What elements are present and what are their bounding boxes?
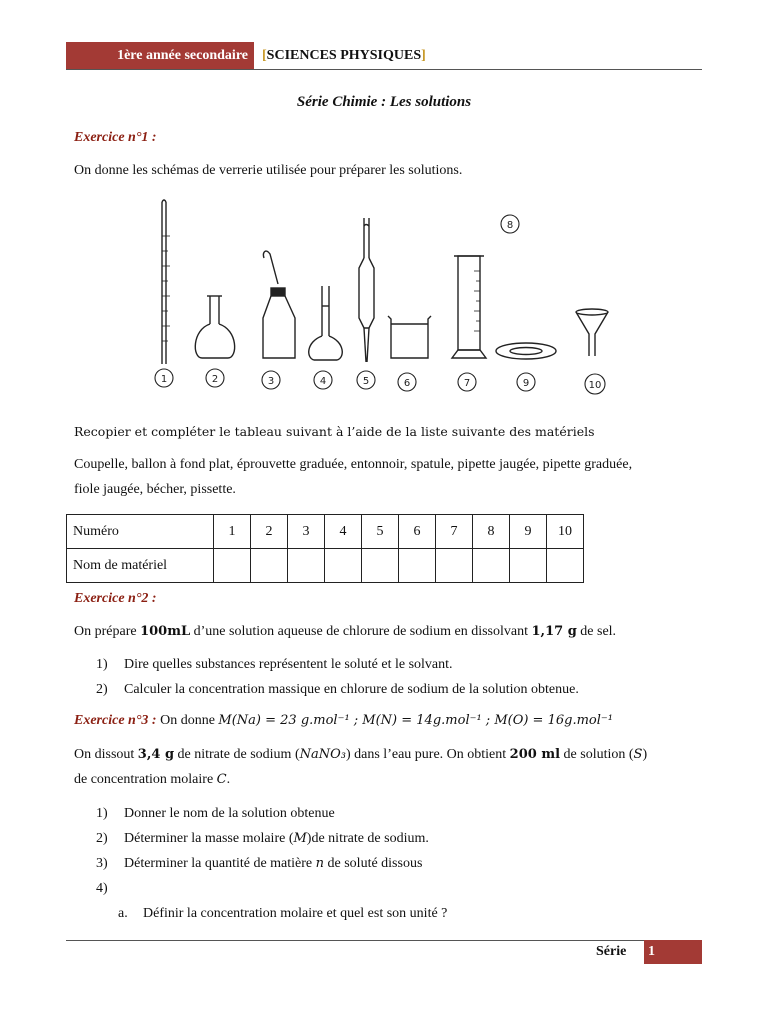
list-item bbox=[96, 677, 579, 702]
figure-number: 4 bbox=[319, 376, 327, 387]
materials-table bbox=[66, 514, 584, 583]
math-value: NaNO₃ bbox=[299, 747, 346, 762]
math-value: n bbox=[315, 856, 325, 871]
table-cell-label: Numéro bbox=[67, 515, 214, 549]
figure-number: 10 bbox=[588, 380, 602, 391]
figure-number: 5 bbox=[362, 376, 370, 387]
header-level-badge: 1ère année secondaire bbox=[66, 42, 254, 70]
table-cell-number: 7 bbox=[436, 515, 473, 549]
math-value: S bbox=[633, 747, 643, 762]
list-item bbox=[96, 826, 447, 851]
table-cell-number: 8 bbox=[473, 515, 510, 549]
table-cell-number: 3 bbox=[288, 515, 325, 549]
text-run: d’une solution aqueuse de chlorure de sodium en dissolvant bbox=[190, 624, 532, 639]
glassware-figure bbox=[140, 196, 616, 400]
table-cell-empty bbox=[288, 549, 325, 583]
page-number: 1 bbox=[644, 940, 702, 964]
ex3-questions bbox=[96, 801, 447, 926]
volumetric-flask-drawing bbox=[309, 286, 343, 360]
table-cell-number: 9 bbox=[510, 515, 547, 549]
figure-number: 1 bbox=[160, 374, 168, 385]
text-run: de concentration molaire bbox=[74, 772, 217, 787]
table-cell-number: 5 bbox=[362, 515, 399, 549]
math-value: 1,17 g bbox=[531, 624, 577, 639]
table-cell-empty bbox=[251, 549, 288, 583]
flat-bottom-flask-drawing bbox=[195, 296, 234, 358]
item-text: Calculer la concentration massique en chlorure de sodium de la solution obtenue. bbox=[124, 682, 579, 697]
math-value: 3,4 g bbox=[137, 747, 175, 762]
math-value: M bbox=[293, 831, 307, 846]
table-row bbox=[67, 515, 584, 549]
ex1-instruction: Recopier et compléter le tableau suivant à l’aide de la liste suivante des matériels bbox=[74, 424, 595, 439]
figure-number: 2 bbox=[211, 374, 219, 385]
funnel-drawing bbox=[576, 309, 608, 356]
header-subject: [SCIENCES PHYSIQUES] bbox=[262, 48, 426, 63]
table-cell-empty bbox=[473, 549, 510, 583]
item-number: a. bbox=[118, 906, 128, 921]
item-text: Donner le nom de la solution obtenue bbox=[124, 806, 335, 821]
item-text: )de nitrate de sodium. bbox=[306, 831, 429, 846]
subject-text: SCIENCES PHYSIQUES bbox=[266, 48, 422, 63]
header-rule bbox=[66, 69, 702, 70]
item-number: 2) bbox=[96, 831, 108, 846]
ex3-heading: Exercice n°3 : bbox=[74, 713, 157, 728]
item-number: 1) bbox=[96, 806, 108, 821]
molar-masses: M(Na) = 23 g.mol⁻¹ ; M(N) = 14g.mol⁻¹ ; M(O) = 16g.mol⁻¹ bbox=[218, 713, 613, 728]
list-subitem bbox=[96, 901, 447, 926]
ex1-intro: On donne les schémas de verrerie utilisée pour préparer les solutions. bbox=[74, 163, 463, 178]
text-run: On donne bbox=[156, 713, 219, 728]
item-number: 3) bbox=[96, 856, 108, 871]
table-cell-empty bbox=[362, 549, 399, 583]
table-cell-empty bbox=[436, 549, 473, 583]
text-run: ) dans l’eau pure. On obtient bbox=[345, 747, 510, 762]
text-run: de solution ( bbox=[560, 747, 634, 762]
table-cell-empty bbox=[547, 549, 584, 583]
ex2-heading: Exercice n°2 : bbox=[74, 591, 157, 606]
table-cell-label: Nom de matériel bbox=[67, 549, 214, 583]
table-cell-number: 6 bbox=[399, 515, 436, 549]
figure-number: 6 bbox=[403, 378, 411, 389]
ex3-statement-line1 bbox=[74, 747, 647, 763]
ex1-heading: Exercice n°1 : bbox=[74, 130, 157, 145]
figure-number: 9 bbox=[522, 378, 530, 389]
list-item bbox=[96, 851, 447, 876]
math-value: C bbox=[216, 772, 227, 787]
list-item bbox=[96, 652, 579, 677]
volumetric-pipette-drawing bbox=[359, 218, 374, 362]
dish-drawing bbox=[496, 343, 556, 359]
item-text: Définir la concentration molaire et quel est son unité ? bbox=[143, 906, 448, 921]
ex2-questions bbox=[96, 652, 579, 702]
table-cell-empty bbox=[325, 549, 362, 583]
item-text: Déterminer la masse molaire ( bbox=[124, 831, 294, 846]
text-run: de nitrate de sodium ( bbox=[174, 747, 300, 762]
item-number: 4) bbox=[96, 881, 108, 896]
figure-number: 3 bbox=[267, 376, 275, 387]
figure-number: 8 bbox=[506, 220, 514, 231]
table-cell-empty bbox=[510, 549, 547, 583]
page-title: Série Chimie : Les solutions bbox=[296, 94, 472, 110]
table-cell-empty bbox=[214, 549, 251, 583]
text-run: ) bbox=[642, 747, 648, 762]
graduated-cylinder-drawing bbox=[452, 256, 486, 358]
table-cell-empty bbox=[399, 549, 436, 583]
math-value: 100mL bbox=[140, 624, 191, 639]
list-item bbox=[96, 801, 447, 826]
table-cell-number: 2 bbox=[251, 515, 288, 549]
list-item bbox=[96, 876, 447, 901]
text-run: de sel. bbox=[576, 624, 617, 639]
ex3-heading-line bbox=[74, 713, 613, 729]
item-text: Dire quelles substances représentent le soluté et le solvant. bbox=[124, 657, 453, 672]
text-run: On prépare bbox=[74, 624, 141, 639]
ex1-list-line2: fiole jaugée, bécher, pissette. bbox=[74, 482, 236, 497]
ex3-statement-line2 bbox=[74, 772, 230, 788]
table-cell-number: 1 bbox=[214, 515, 251, 549]
ex2-statement bbox=[74, 624, 616, 640]
wash-bottle-drawing bbox=[263, 251, 295, 358]
footer-label: Série bbox=[596, 944, 627, 959]
table-cell-number: 10 bbox=[547, 515, 584, 549]
beaker-drawing bbox=[388, 316, 431, 358]
item-number: 2) bbox=[96, 682, 108, 697]
text-run: On dissout bbox=[74, 747, 138, 762]
math-value: 200 ml bbox=[509, 747, 561, 762]
graduated-pipette-drawing bbox=[162, 200, 170, 364]
text-run: . bbox=[226, 772, 231, 787]
table-cell-number: 4 bbox=[325, 515, 362, 549]
table-row bbox=[67, 549, 584, 583]
item-text: de soluté dissous bbox=[324, 856, 423, 871]
figure-number: 7 bbox=[463, 378, 471, 389]
ex1-list-line1: Coupelle, ballon à fond plat, éprouvette graduée, entonnoir, spatule, pipette jaugée, pipette graduée, bbox=[74, 457, 633, 472]
item-text: Déterminer la quantité de matière bbox=[124, 856, 316, 871]
item-number: 1) bbox=[96, 657, 108, 672]
